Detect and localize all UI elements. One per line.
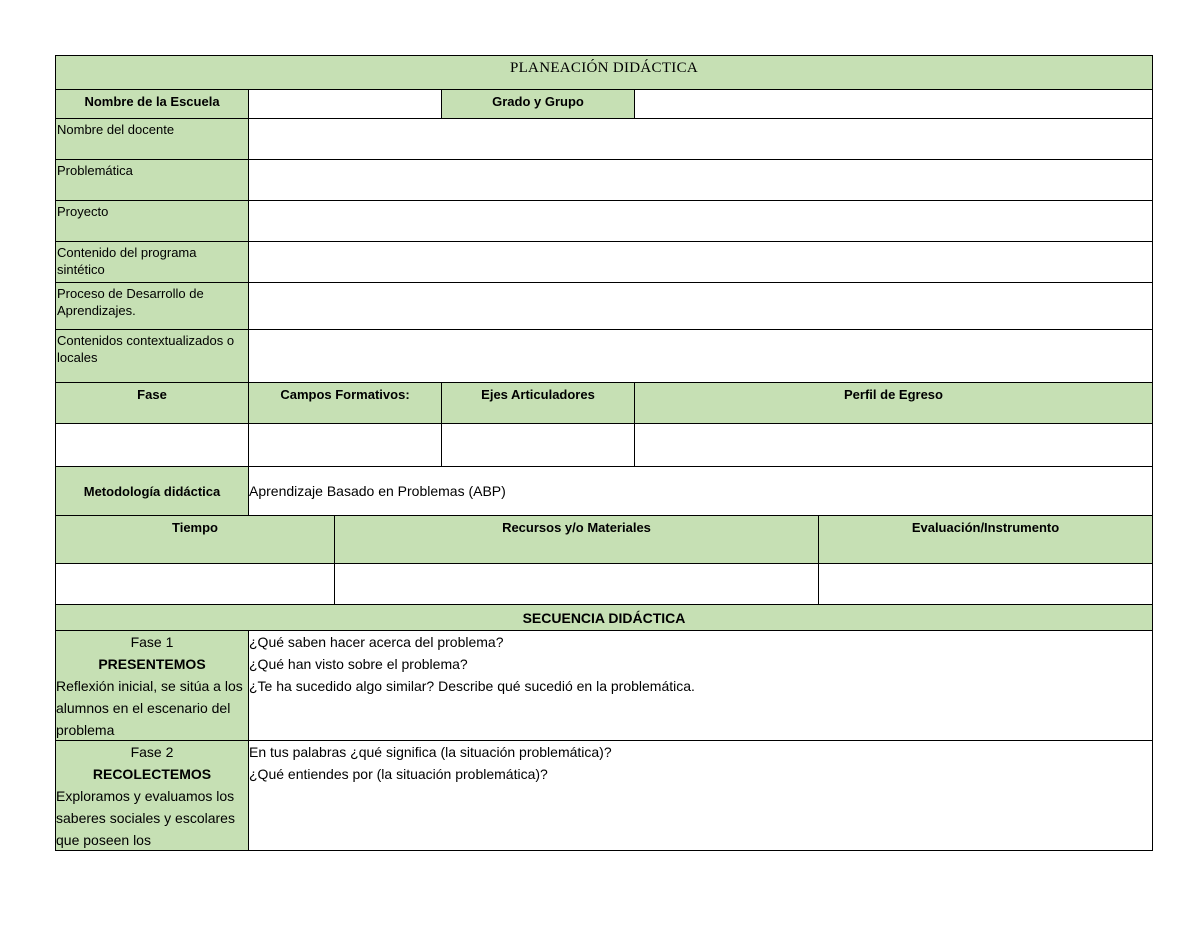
phase-1-question: ¿Te ha sucedido algo similar? Describe qué sucedió en la problemática. <box>249 678 695 694</box>
sequence-title: SECUENCIA DIDÁCTICA <box>55 604 1153 631</box>
phase-2-number: Fase 2 <box>130 744 174 760</box>
phase-2-name: RECOLECTEMOS <box>92 766 212 782</box>
evaluation-header: Evaluación/Instrumento <box>818 515 1153 564</box>
phase-1-name: PRESENTEMOS <box>98 656 206 672</box>
school-name-field[interactable] <box>248 89 442 119</box>
phase-2-question: En tus palabras ¿qué significa (la situación problemática)? <box>249 744 612 760</box>
formative-fields-field[interactable] <box>248 423 442 467</box>
phase-1-label <box>55 630 249 741</box>
program-content-field[interactable] <box>248 241 1153 283</box>
project-label: Proyecto <box>55 200 249 242</box>
phase-header: Fase <box>55 382 249 424</box>
resources-field[interactable] <box>334 563 819 605</box>
phase-1-description: Reflexión inicial, se sitúa a los alumnos en el escenario del problema <box>56 678 243 738</box>
learning-process-label: Proceso de Desarrollo de Aprendizajes. <box>55 282 249 330</box>
phase-2-description: Exploramos y evaluamos los saberes sociales y escolares que poseen los <box>56 788 235 848</box>
local-content-label: Contenidos contextualizados o locales <box>55 329 249 383</box>
time-field[interactable] <box>55 563 335 605</box>
axes-header: Ejes Articuladores <box>441 382 635 424</box>
methodology-value: Aprendizaje Basado en Problemas (ABP) <box>249 483 506 499</box>
program-content-label: Contenido del programa sintético <box>55 241 249 283</box>
graduate-profile-header: Perfil de Egreso <box>634 382 1153 424</box>
phase-1-content[interactable] <box>248 630 1153 741</box>
phase-2-question: ¿Qué entiendes por (la situación problemática)? <box>249 766 548 782</box>
local-content-field[interactable] <box>248 329 1153 383</box>
methodology-field[interactable] <box>248 466 1153 516</box>
axes-field[interactable] <box>441 423 635 467</box>
methodology-label-text: Metodología didáctica <box>83 483 221 499</box>
problem-field[interactable] <box>248 159 1153 201</box>
graduate-profile-field[interactable] <box>634 423 1153 467</box>
learning-process-field[interactable] <box>248 282 1153 330</box>
phase-2-content[interactable] <box>248 740 1153 851</box>
grade-group-label: Grado y Grupo <box>441 89 635 119</box>
phase-1-number: Fase 1 <box>130 634 174 650</box>
teacher-name-label: Nombre del docente <box>55 118 249 160</box>
methodology-label <box>55 466 249 516</box>
phase-field[interactable] <box>55 423 249 467</box>
planning-form <box>55 55 1153 851</box>
teacher-name-field[interactable] <box>248 118 1153 160</box>
school-name-label: Nombre de la Escuela <box>55 89 249 119</box>
phase-1-question: ¿Qué saben hacer acerca del problema? <box>249 634 504 650</box>
phase-1-question: ¿Qué han visto sobre el problema? <box>249 656 468 672</box>
form-title: PLANEACIÓN DIDÁCTICA <box>55 55 1153 90</box>
problem-label: Problemática <box>55 159 249 201</box>
phase-2-label <box>55 740 249 851</box>
time-header: Tiempo <box>55 515 335 564</box>
grade-group-field[interactable] <box>634 89 1153 119</box>
project-field[interactable] <box>248 200 1153 242</box>
evaluation-field[interactable] <box>818 563 1153 605</box>
formative-fields-header: Campos Formativos: <box>248 382 442 424</box>
resources-header: Recursos y/o Materiales <box>334 515 819 564</box>
